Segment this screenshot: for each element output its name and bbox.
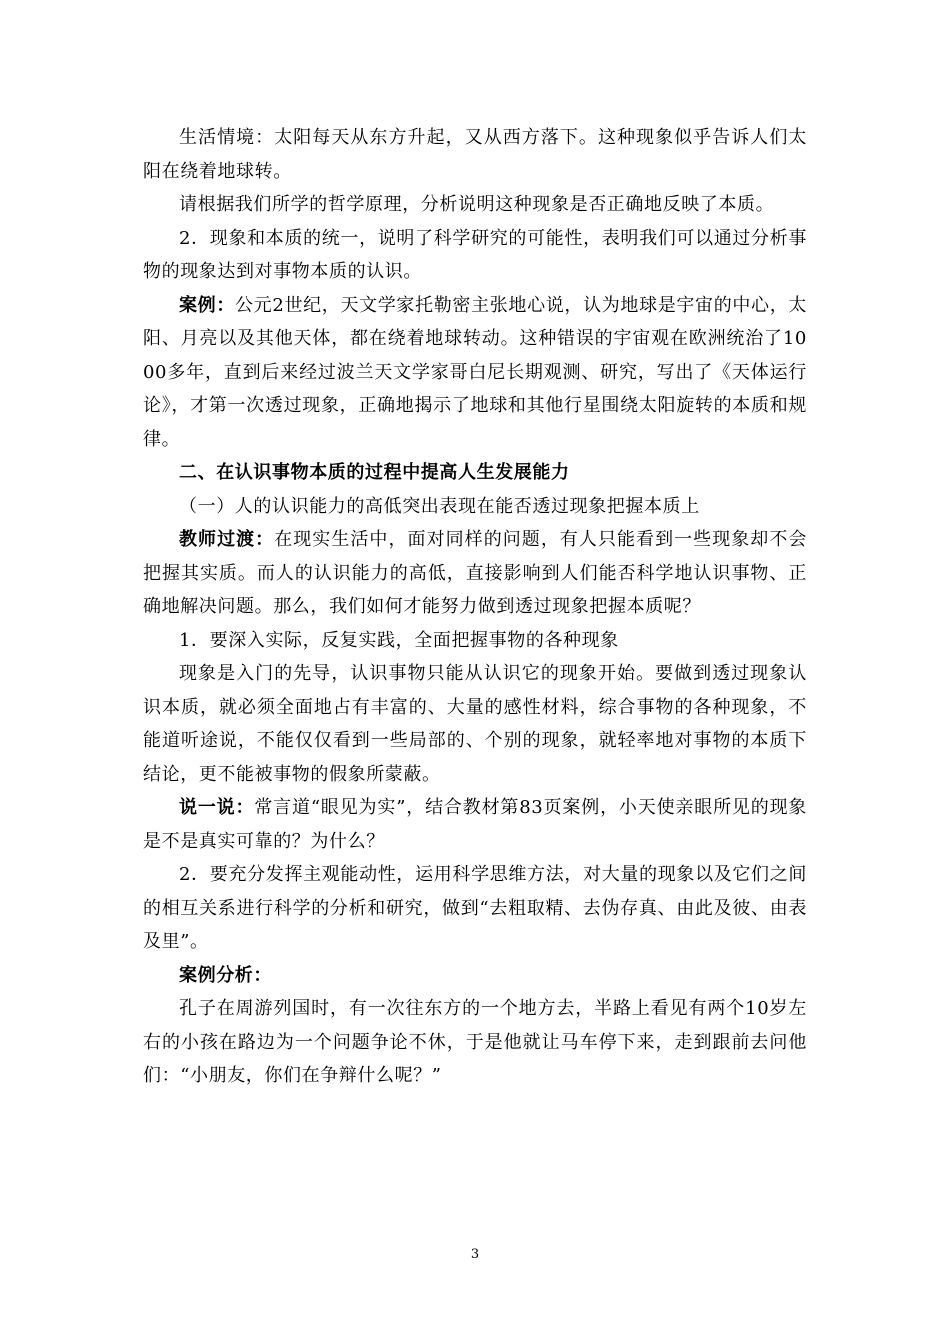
method-1-heading xyxy=(143,624,807,658)
subsection-heading-text: （一）人的认识能力的高低突出表现在能否透过现象把握本质上 xyxy=(179,495,700,517)
life-scenario-paragraph xyxy=(143,121,807,188)
teacher-transition-paragraph xyxy=(143,523,807,624)
confucius-story-text: 孔子在周游列国时，有一次往东方的一个地方去，半路上看见有两个10岁左右的小孩在路边为一个问题争论不休，于是他就让马车停下来，走到跟前去问他们：“小朋友，你们在争辩什么呢？” xyxy=(143,998,807,1086)
section-heading-text: 二、在认识事物本质的过程中提高人生发展能力 xyxy=(179,462,570,483)
case-label: 案例： xyxy=(179,294,235,316)
discussion-label: 说一说： xyxy=(179,797,255,818)
teacher-transition-label: 教师过渡： xyxy=(179,529,275,550)
case-analysis-heading xyxy=(143,959,807,993)
confucius-story-paragraph xyxy=(143,992,807,1093)
method-2-text: 2．要充分发挥主观能动性，运用科学思维方法，对大量的现象以及它们之间的相互关系进行科学的分析和研究，做到“去粗取精、去伪存真、由此及彼、由表及里”。 xyxy=(143,864,807,952)
method-2-paragraph xyxy=(143,858,807,959)
case-analysis-heading-text: 案例分析： xyxy=(179,964,272,986)
life-scenario-text: 生活情境：太阳每天从东方升起，又从西方落下。这种现象似乎告诉人们太阳在绕着地球转。 xyxy=(143,127,807,182)
case-paragraph xyxy=(143,289,807,457)
section-heading xyxy=(143,456,807,490)
subsection-heading xyxy=(143,490,807,524)
discussion-text: 常言道“眼见为实”，结合教材第83页案例，小天使亲眼所见的现象是不是真实可靠的？为什么？ xyxy=(143,797,808,852)
phenomenon-text: 现象是入门的先导，认识事物只能从认识它的现象开始。要做到透过现象认识本质，就必须全面地占有丰富的、大量的感性材料，综合事物的各种现象，不能道听途说，不能仅仅看到一些局部的、个别的现象，就轻率地对事物的本质下结论，更不能被事物的假象所蒙蔽。 xyxy=(143,663,807,785)
analysis-prompt-text: 请根据我们所学的哲学原理，分析说明这种现象是否正确地反映了本质。 xyxy=(179,194,775,215)
point-2-paragraph xyxy=(143,222,807,289)
phenomenon-paragraph xyxy=(143,657,807,791)
analysis-prompt-paragraph xyxy=(143,188,807,222)
discussion-paragraph xyxy=(143,791,807,858)
page-number: 3 xyxy=(470,1247,480,1262)
method-1-heading-text: 1．要深入实际，反复实践，全面把握事物的各种现象 xyxy=(179,629,619,651)
point-2-text: 2．现象和本质的统一，说明了科学研究的可能性，表明我们可以通过分析事物的现象达到对事物本质的认识。 xyxy=(143,227,807,282)
teacher-transition-text: 在现实生活中，面对同样的问题，有人只能看到一些现象却不会把握其实质。而人的认识能力的高低，直接影响到人们能否科学地认识事物、正确地解决问题。那么，我们如何才能努力做到透过现象把握本质呢？ xyxy=(143,529,807,617)
case-text: 公元2世纪，天文学家托勒密主张地心说，认为地球是宇宙的中心，太阳、月亮以及其他天体，都在绕着地球转动。这种错误的宇宙观在欧洲统治了1000多年，直到后来经过波兰天文学家哥白尼长期观测、研究，写出了《天体运行论》，才第一次透过现象，正确地揭示了地球和其他行星围绕太阳旋转的本质和规律。 xyxy=(143,294,807,450)
page-body xyxy=(143,121,807,1093)
